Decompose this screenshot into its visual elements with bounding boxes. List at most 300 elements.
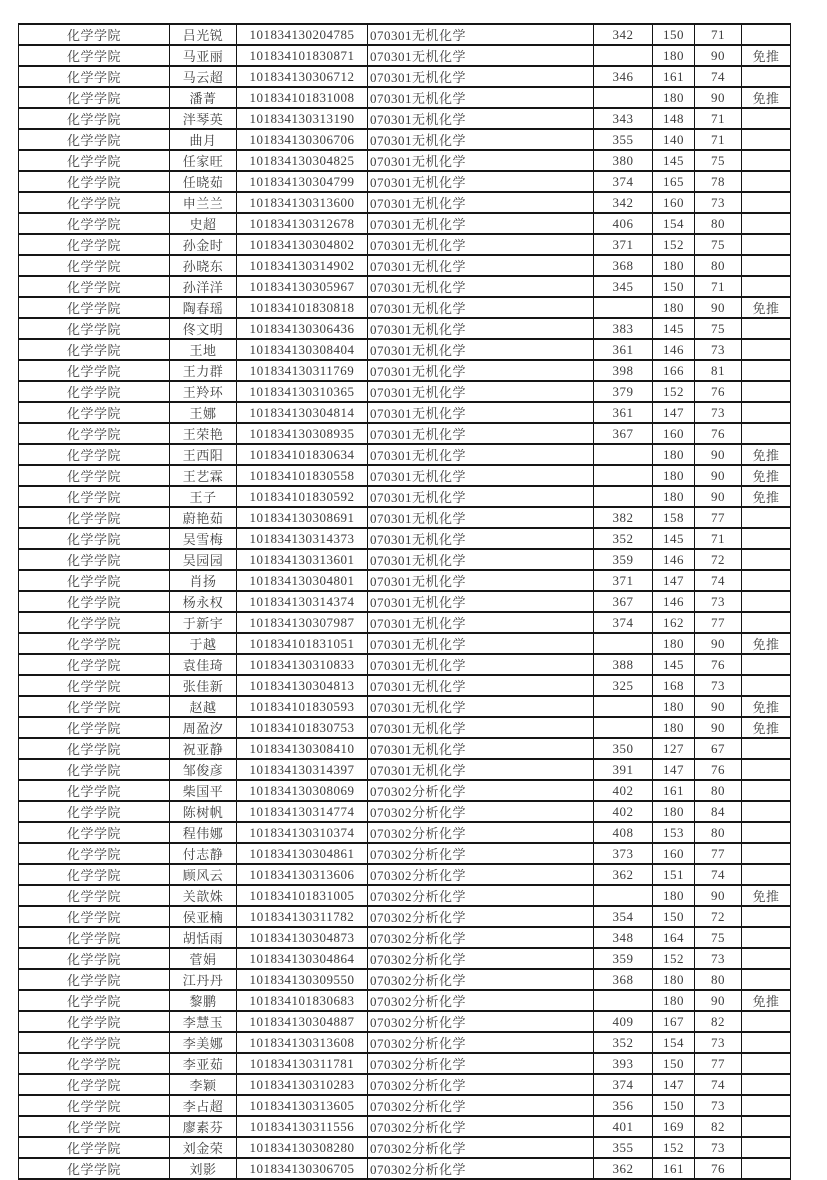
cell-candidate-id: 101834130306705 bbox=[237, 1158, 368, 1179]
cell-name: 李颖 bbox=[170, 1074, 237, 1095]
cell-score-3: 72 bbox=[695, 906, 742, 927]
cell-remark bbox=[742, 423, 791, 444]
cell-remark bbox=[742, 759, 791, 780]
cell-major: 070301无机化学 bbox=[368, 423, 594, 444]
cell-score-1: 325 bbox=[594, 675, 653, 696]
cell-college: 化学学院 bbox=[19, 45, 170, 66]
cell-remark bbox=[742, 381, 791, 402]
cell-major: 070301无机化学 bbox=[368, 549, 594, 570]
cell-remark: 免推 bbox=[742, 444, 791, 465]
cell-score-3: 77 bbox=[695, 843, 742, 864]
cell-score-1 bbox=[594, 297, 653, 318]
table-row bbox=[19, 549, 791, 570]
cell-major: 070302分析化学 bbox=[368, 1095, 594, 1116]
cell-candidate-id: 101834101830634 bbox=[237, 444, 368, 465]
cell-major: 070301无机化学 bbox=[368, 360, 594, 381]
cell-score-3: 75 bbox=[695, 234, 742, 255]
cell-college: 化学学院 bbox=[19, 87, 170, 108]
table-row bbox=[19, 906, 791, 927]
cell-candidate-id: 101834130304864 bbox=[237, 948, 368, 969]
table-row bbox=[19, 675, 791, 696]
cell-remark bbox=[742, 318, 791, 339]
cell-score-2: 158 bbox=[653, 507, 695, 528]
cell-name: 关歆姝 bbox=[170, 885, 237, 906]
cell-college: 化学学院 bbox=[19, 213, 170, 234]
cell-remark: 免推 bbox=[742, 486, 791, 507]
cell-score-3: 76 bbox=[695, 381, 742, 402]
cell-name: 侯亚楠 bbox=[170, 906, 237, 927]
cell-candidate-id: 101834101830818 bbox=[237, 297, 368, 318]
cell-score-2: 180 bbox=[653, 633, 695, 654]
table-row bbox=[19, 402, 791, 423]
cell-candidate-id: 101834130311782 bbox=[237, 906, 368, 927]
cell-score-2: 164 bbox=[653, 927, 695, 948]
cell-candidate-id: 101834130204785 bbox=[237, 24, 368, 45]
cell-college: 化学学院 bbox=[19, 171, 170, 192]
cell-score-1 bbox=[594, 696, 653, 717]
cell-score-3: 84 bbox=[695, 801, 742, 822]
cell-score-2: 180 bbox=[653, 297, 695, 318]
cell-score-2: 152 bbox=[653, 948, 695, 969]
cell-college: 化学学院 bbox=[19, 696, 170, 717]
cell-score-1: 402 bbox=[594, 780, 653, 801]
cell-name: 陶春瑶 bbox=[170, 297, 237, 318]
cell-score-3: 74 bbox=[695, 1074, 742, 1095]
cell-name: 申兰兰 bbox=[170, 192, 237, 213]
cell-major: 070302分析化学 bbox=[368, 1074, 594, 1095]
cell-major: 070301无机化学 bbox=[368, 276, 594, 297]
cell-college: 化学学院 bbox=[19, 1011, 170, 1032]
cell-remark bbox=[742, 927, 791, 948]
cell-score-2: 150 bbox=[653, 276, 695, 297]
cell-candidate-id: 101834130304799 bbox=[237, 171, 368, 192]
cell-score-2: 166 bbox=[653, 360, 695, 381]
cell-score-3: 80 bbox=[695, 822, 742, 843]
cell-score-1: 374 bbox=[594, 612, 653, 633]
cell-score-1 bbox=[594, 990, 653, 1011]
cell-score-3: 71 bbox=[695, 24, 742, 45]
cell-major: 070301无机化学 bbox=[368, 654, 594, 675]
table-row bbox=[19, 360, 791, 381]
cell-college: 化学学院 bbox=[19, 339, 170, 360]
cell-score-1: 356 bbox=[594, 1095, 653, 1116]
cell-score-3: 77 bbox=[695, 507, 742, 528]
cell-candidate-id: 101834130304802 bbox=[237, 234, 368, 255]
cell-name: 佟文明 bbox=[170, 318, 237, 339]
cell-score-2: 152 bbox=[653, 1137, 695, 1158]
table-row bbox=[19, 738, 791, 759]
cell-college: 化学学院 bbox=[19, 108, 170, 129]
cell-score-1: 355 bbox=[594, 129, 653, 150]
cell-score-2: 180 bbox=[653, 87, 695, 108]
cell-major: 070301无机化学 bbox=[368, 318, 594, 339]
cell-candidate-id: 101834130310365 bbox=[237, 381, 368, 402]
cell-college: 化学学院 bbox=[19, 255, 170, 276]
cell-score-3: 90 bbox=[695, 717, 742, 738]
table-row bbox=[19, 591, 791, 612]
cell-major: 070301无机化学 bbox=[368, 24, 594, 45]
cell-candidate-id: 101834130304801 bbox=[237, 570, 368, 591]
cell-score-1: 398 bbox=[594, 360, 653, 381]
cell-score-1: 346 bbox=[594, 66, 653, 87]
cell-score-1: 348 bbox=[594, 927, 653, 948]
cell-score-2: 146 bbox=[653, 591, 695, 612]
cell-major: 070301无机化学 bbox=[368, 612, 594, 633]
cell-major: 070301无机化学 bbox=[368, 255, 594, 276]
table-row bbox=[19, 864, 791, 885]
cell-score-3: 77 bbox=[695, 1053, 742, 1074]
cell-score-3: 74 bbox=[695, 864, 742, 885]
cell-remark: 免推 bbox=[742, 87, 791, 108]
cell-name: 张佳新 bbox=[170, 675, 237, 696]
cell-college: 化学学院 bbox=[19, 822, 170, 843]
table-row bbox=[19, 570, 791, 591]
cell-score-3: 90 bbox=[695, 885, 742, 906]
cell-candidate-id: 101834101830683 bbox=[237, 990, 368, 1011]
cell-college: 化学学院 bbox=[19, 297, 170, 318]
cell-candidate-id: 101834130306436 bbox=[237, 318, 368, 339]
cell-remark bbox=[742, 654, 791, 675]
cell-college: 化学学院 bbox=[19, 1158, 170, 1179]
cell-name: 王艺霖 bbox=[170, 465, 237, 486]
cell-college: 化学学院 bbox=[19, 66, 170, 87]
cell-remark: 免推 bbox=[742, 717, 791, 738]
cell-candidate-id: 101834101831008 bbox=[237, 87, 368, 108]
cell-name: 刘金荣 bbox=[170, 1137, 237, 1158]
cell-college: 化学学院 bbox=[19, 465, 170, 486]
table-row bbox=[19, 1011, 791, 1032]
cell-score-3: 75 bbox=[695, 318, 742, 339]
cell-college: 化学学院 bbox=[19, 1137, 170, 1158]
table-row bbox=[19, 192, 791, 213]
cell-candidate-id: 101834130313600 bbox=[237, 192, 368, 213]
cell-major: 070301无机化学 bbox=[368, 591, 594, 612]
cell-college: 化学学院 bbox=[19, 990, 170, 1011]
table-row bbox=[19, 24, 791, 45]
cell-name: 于新宇 bbox=[170, 612, 237, 633]
cell-major: 070302分析化学 bbox=[368, 1011, 594, 1032]
cell-score-3: 90 bbox=[695, 696, 742, 717]
cell-candidate-id: 101834101830871 bbox=[237, 45, 368, 66]
cell-score-2: 180 bbox=[653, 45, 695, 66]
cell-major: 070302分析化学 bbox=[368, 906, 594, 927]
cell-score-3: 71 bbox=[695, 129, 742, 150]
cell-score-2: 153 bbox=[653, 822, 695, 843]
table-row bbox=[19, 1095, 791, 1116]
cell-remark bbox=[742, 171, 791, 192]
cell-college: 化学学院 bbox=[19, 549, 170, 570]
cell-remark bbox=[742, 108, 791, 129]
cell-score-3: 77 bbox=[695, 612, 742, 633]
cell-major: 070301无机化学 bbox=[368, 213, 594, 234]
cell-score-1: 352 bbox=[594, 1032, 653, 1053]
cell-college: 化学学院 bbox=[19, 444, 170, 465]
cell-score-3: 74 bbox=[695, 66, 742, 87]
cell-name: 祝亚静 bbox=[170, 738, 237, 759]
cell-score-2: 160 bbox=[653, 192, 695, 213]
cell-score-3: 90 bbox=[695, 87, 742, 108]
cell-name: 任晓茹 bbox=[170, 171, 237, 192]
cell-name: 周盈汐 bbox=[170, 717, 237, 738]
cell-name: 孙金时 bbox=[170, 234, 237, 255]
cell-remark bbox=[742, 528, 791, 549]
cell-score-1: 361 bbox=[594, 402, 653, 423]
cell-major: 070301无机化学 bbox=[368, 381, 594, 402]
cell-score-1 bbox=[594, 465, 653, 486]
cell-score-1: 409 bbox=[594, 1011, 653, 1032]
cell-major: 070301无机化学 bbox=[368, 66, 594, 87]
cell-score-3: 80 bbox=[695, 969, 742, 990]
cell-name: 李慧玉 bbox=[170, 1011, 237, 1032]
cell-candidate-id: 101834130314374 bbox=[237, 591, 368, 612]
cell-remark bbox=[742, 591, 791, 612]
cell-major: 070301无机化学 bbox=[368, 192, 594, 213]
cell-candidate-id: 101834130308691 bbox=[237, 507, 368, 528]
cell-candidate-id: 101834130311781 bbox=[237, 1053, 368, 1074]
cell-major: 070301无机化学 bbox=[368, 717, 594, 738]
table-row bbox=[19, 1053, 791, 1074]
cell-major: 070301无机化学 bbox=[368, 45, 594, 66]
cell-candidate-id: 101834130313608 bbox=[237, 1032, 368, 1053]
cell-score-3: 81 bbox=[695, 360, 742, 381]
cell-name: 王西阳 bbox=[170, 444, 237, 465]
cell-score-2: 146 bbox=[653, 549, 695, 570]
cell-candidate-id: 101834130307987 bbox=[237, 612, 368, 633]
cell-score-1: 380 bbox=[594, 150, 653, 171]
cell-name: 廖素芬 bbox=[170, 1116, 237, 1137]
cell-major: 070301无机化学 bbox=[368, 234, 594, 255]
cell-score-2: 165 bbox=[653, 171, 695, 192]
cell-candidate-id: 101834101831051 bbox=[237, 633, 368, 654]
cell-score-1: 359 bbox=[594, 948, 653, 969]
cell-score-3: 72 bbox=[695, 549, 742, 570]
cell-score-1: 406 bbox=[594, 213, 653, 234]
cell-major: 070302分析化学 bbox=[368, 843, 594, 864]
cell-college: 化学学院 bbox=[19, 591, 170, 612]
cell-candidate-id: 101834101830753 bbox=[237, 717, 368, 738]
cell-name: 顾风云 bbox=[170, 864, 237, 885]
cell-score-1: 374 bbox=[594, 1074, 653, 1095]
cell-name: 刘影 bbox=[170, 1158, 237, 1179]
cell-college: 化学学院 bbox=[19, 675, 170, 696]
cell-candidate-id: 101834130313601 bbox=[237, 549, 368, 570]
table-row bbox=[19, 528, 791, 549]
cell-major: 070302分析化学 bbox=[368, 780, 594, 801]
cell-name: 肖扬 bbox=[170, 570, 237, 591]
cell-name: 李占超 bbox=[170, 1095, 237, 1116]
cell-major: 070301无机化学 bbox=[368, 444, 594, 465]
cell-score-3: 90 bbox=[695, 633, 742, 654]
cell-college: 化学学院 bbox=[19, 360, 170, 381]
cell-score-1: 388 bbox=[594, 654, 653, 675]
cell-score-1: 371 bbox=[594, 570, 653, 591]
cell-remark bbox=[742, 843, 791, 864]
cell-candidate-id: 101834130304873 bbox=[237, 927, 368, 948]
cell-score-1: 367 bbox=[594, 591, 653, 612]
cell-remark bbox=[742, 1116, 791, 1137]
cell-major: 070301无机化学 bbox=[368, 297, 594, 318]
cell-name: 潘菁 bbox=[170, 87, 237, 108]
cell-score-3: 82 bbox=[695, 1116, 742, 1137]
cell-name: 陈树帆 bbox=[170, 801, 237, 822]
cell-college: 化学学院 bbox=[19, 738, 170, 759]
cell-remark bbox=[742, 339, 791, 360]
table-row bbox=[19, 801, 791, 822]
cell-candidate-id: 101834130305967 bbox=[237, 276, 368, 297]
cell-remark bbox=[742, 738, 791, 759]
cell-major: 070302分析化学 bbox=[368, 1158, 594, 1179]
cell-college: 化学学院 bbox=[19, 150, 170, 171]
cell-score-2: 147 bbox=[653, 570, 695, 591]
cell-name: 吴园园 bbox=[170, 549, 237, 570]
cell-college: 化学学院 bbox=[19, 612, 170, 633]
cell-college: 化学学院 bbox=[19, 864, 170, 885]
cell-score-2: 162 bbox=[653, 612, 695, 633]
cell-candidate-id: 101834101830592 bbox=[237, 486, 368, 507]
cell-name: 王地 bbox=[170, 339, 237, 360]
cell-candidate-id: 101834101830558 bbox=[237, 465, 368, 486]
cell-score-1: 342 bbox=[594, 192, 653, 213]
cell-college: 化学学院 bbox=[19, 780, 170, 801]
cell-candidate-id: 101834130314397 bbox=[237, 759, 368, 780]
cell-college: 化学学院 bbox=[19, 1053, 170, 1074]
cell-score-1 bbox=[594, 717, 653, 738]
cell-name: 马云超 bbox=[170, 66, 237, 87]
cell-college: 化学学院 bbox=[19, 24, 170, 45]
cell-college: 化学学院 bbox=[19, 801, 170, 822]
table-row bbox=[19, 990, 791, 1011]
cell-score-3: 73 bbox=[695, 1095, 742, 1116]
cell-score-2: 180 bbox=[653, 444, 695, 465]
table-row bbox=[19, 444, 791, 465]
cell-remark bbox=[742, 1074, 791, 1095]
table-row bbox=[19, 276, 791, 297]
cell-score-1 bbox=[594, 444, 653, 465]
cell-score-1: 401 bbox=[594, 1116, 653, 1137]
cell-name: 黎鹏 bbox=[170, 990, 237, 1011]
table-row bbox=[19, 45, 791, 66]
cell-candidate-id: 101834130306706 bbox=[237, 129, 368, 150]
cell-name: 邹俊彦 bbox=[170, 759, 237, 780]
cell-score-3: 73 bbox=[695, 192, 742, 213]
cell-major: 070301无机化学 bbox=[368, 675, 594, 696]
table-row bbox=[19, 339, 791, 360]
cell-candidate-id: 101834130304825 bbox=[237, 150, 368, 171]
table-row bbox=[19, 948, 791, 969]
cell-score-1: 352 bbox=[594, 528, 653, 549]
cell-score-1: 367 bbox=[594, 423, 653, 444]
cell-candidate-id: 101834130308069 bbox=[237, 780, 368, 801]
cell-remark bbox=[742, 675, 791, 696]
cell-score-1: 408 bbox=[594, 822, 653, 843]
cell-major: 070301无机化学 bbox=[368, 129, 594, 150]
table-row bbox=[19, 213, 791, 234]
cell-score-1: 391 bbox=[594, 759, 653, 780]
cell-college: 化学学院 bbox=[19, 759, 170, 780]
cell-candidate-id: 101834130313606 bbox=[237, 864, 368, 885]
cell-candidate-id: 101834130311556 bbox=[237, 1116, 368, 1137]
cell-college: 化学学院 bbox=[19, 969, 170, 990]
cell-remark bbox=[742, 864, 791, 885]
table-row bbox=[19, 297, 791, 318]
table-row bbox=[19, 87, 791, 108]
cell-name: 王羚环 bbox=[170, 381, 237, 402]
cell-college: 化学学院 bbox=[19, 717, 170, 738]
cell-score-3: 74 bbox=[695, 570, 742, 591]
cell-name: 李亚茹 bbox=[170, 1053, 237, 1074]
table-row bbox=[19, 465, 791, 486]
cell-score-3: 73 bbox=[695, 339, 742, 360]
cell-remark: 免推 bbox=[742, 297, 791, 318]
cell-score-1: 345 bbox=[594, 276, 653, 297]
cell-score-2: 150 bbox=[653, 1095, 695, 1116]
cell-remark bbox=[742, 192, 791, 213]
cell-score-2: 145 bbox=[653, 150, 695, 171]
cell-score-3: 90 bbox=[695, 486, 742, 507]
cell-score-3: 80 bbox=[695, 780, 742, 801]
cell-remark: 免推 bbox=[742, 633, 791, 654]
cell-score-3: 76 bbox=[695, 654, 742, 675]
cell-score-3: 73 bbox=[695, 675, 742, 696]
cell-score-2: 180 bbox=[653, 696, 695, 717]
cell-candidate-id: 101834130314902 bbox=[237, 255, 368, 276]
cell-score-1 bbox=[594, 885, 653, 906]
cell-remark bbox=[742, 213, 791, 234]
cell-major: 070301无机化学 bbox=[368, 87, 594, 108]
table-body bbox=[19, 24, 791, 1179]
cell-score-1: 350 bbox=[594, 738, 653, 759]
cell-college: 化学学院 bbox=[19, 1116, 170, 1137]
cell-score-2: 147 bbox=[653, 402, 695, 423]
cell-remark bbox=[742, 507, 791, 528]
cell-score-1: 393 bbox=[594, 1053, 653, 1074]
cell-name: 江丹丹 bbox=[170, 969, 237, 990]
cell-candidate-id: 101834130308404 bbox=[237, 339, 368, 360]
cell-name: 柴国平 bbox=[170, 780, 237, 801]
cell-candidate-id: 101834130313190 bbox=[237, 108, 368, 129]
cell-major: 070301无机化学 bbox=[368, 570, 594, 591]
cell-remark bbox=[742, 969, 791, 990]
cell-score-2: 147 bbox=[653, 759, 695, 780]
cell-score-2: 180 bbox=[653, 486, 695, 507]
cell-score-2: 180 bbox=[653, 255, 695, 276]
cell-score-3: 76 bbox=[695, 1158, 742, 1179]
cell-name: 孙洋洋 bbox=[170, 276, 237, 297]
cell-name: 杨永权 bbox=[170, 591, 237, 612]
cell-major: 070302分析化学 bbox=[368, 885, 594, 906]
table-row bbox=[19, 654, 791, 675]
table-row bbox=[19, 969, 791, 990]
cell-remark bbox=[742, 276, 791, 297]
table-row bbox=[19, 171, 791, 192]
cell-candidate-id: 101834130308410 bbox=[237, 738, 368, 759]
cell-score-3: 90 bbox=[695, 465, 742, 486]
cell-remark bbox=[742, 1137, 791, 1158]
cell-remark bbox=[742, 948, 791, 969]
cell-remark bbox=[742, 801, 791, 822]
cell-major: 070301无机化学 bbox=[368, 108, 594, 129]
cell-candidate-id: 101834130310374 bbox=[237, 822, 368, 843]
cell-score-1: 371 bbox=[594, 234, 653, 255]
cell-name: 付志静 bbox=[170, 843, 237, 864]
cell-major: 070301无机化学 bbox=[368, 633, 594, 654]
cell-name: 曲月 bbox=[170, 129, 237, 150]
cell-college: 化学学院 bbox=[19, 402, 170, 423]
cell-major: 070302分析化学 bbox=[368, 969, 594, 990]
cell-major: 070301无机化学 bbox=[368, 339, 594, 360]
cell-score-3: 78 bbox=[695, 171, 742, 192]
cell-major: 070302分析化学 bbox=[368, 864, 594, 885]
